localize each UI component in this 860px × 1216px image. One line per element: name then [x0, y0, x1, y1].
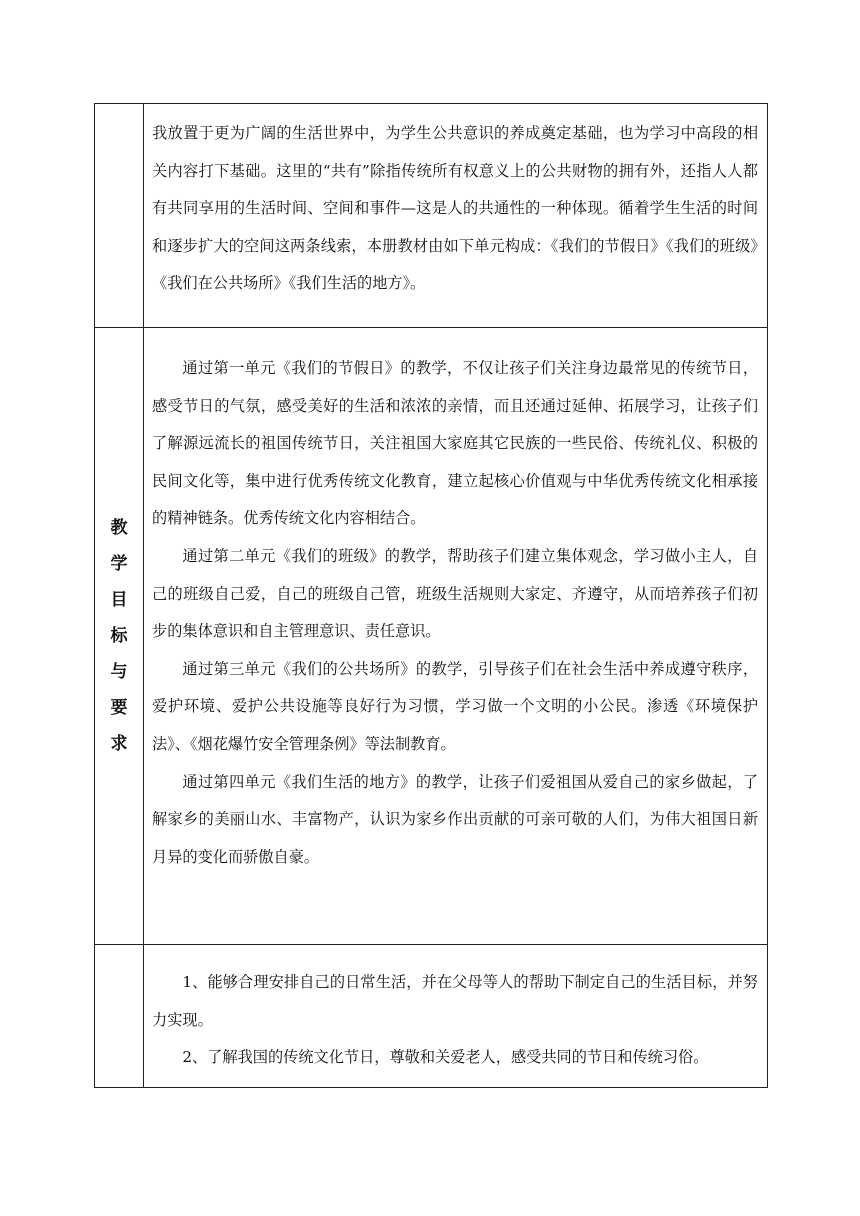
content-table: [94, 103, 768, 1088]
paragraph: 通过第四单元《我们生活的地方》的教学，让孩子们爱祖国从爱自己的家乡做起，了解家乡的美丽山水、丰富物产，认识为家乡作出贡献的可亲可敬的人们，为伟大祖国日新月异的变化而骄傲自豪。: [152, 772, 758, 866]
label-char: 学: [110, 554, 128, 574]
label-char: 教: [110, 518, 128, 538]
row-content-cell: [144, 945, 768, 1088]
table-row-requirements: [95, 945, 768, 1088]
label-char: 求: [110, 734, 128, 754]
paragraph: 通过第三单元《我们的公共场所》的教学，引导孩子们在社会生活中养成遵守秩序，爱护环境、爱护公共设施等良好行为习惯，学习做一个文明的小公民。渗透《环境保护法》、《烟花爆竹安全管理条例》等法制教育。: [152, 659, 758, 753]
paragraph: 通过第一单元《我们的节假日》的教学，不仅让孩子们关注身边最常见的传统节日，感受节日的气氛，感受美好的生活和浓浓的亲情，而且还通过延伸、拓展学习，让孩子们了解源远流长的祖国传统节日，关注祖国大家庭其它民族的一些民俗、传统礼仪、积极的民间文化等，集中进行优秀传统文化教育，建立起核心价值观与中华优秀传统文化相承接的精神链条。优秀传统文化内容相结合。: [152, 359, 758, 528]
row-label-cell: [95, 945, 144, 1088]
paragraph: 通过第二单元《我们的班级》的教学，帮助孩子们建立集体观念，学习做小主人，自己的班级自己爱，自己的班级自己管，班级生活规则大家定、齐遵守，从而培养孩子们初步的集体意识和自主管理意识、责任意识。: [152, 546, 758, 641]
paragraph: 2、了解我国的传统文化节日，尊敬和关爱老人，感受共同的节日和传统习俗。: [182, 1048, 709, 1067]
table-row-intro: [95, 104, 768, 328]
label-char: 目: [110, 590, 128, 610]
row-content-cell: [144, 104, 768, 328]
row-content-cell: [144, 328, 768, 945]
row-label-cell: [95, 328, 144, 945]
row-label-cell: [95, 104, 144, 328]
label-char: 与: [110, 662, 128, 682]
teaching-goals-label: [95, 510, 143, 762]
table-row-teaching-goals: [95, 328, 768, 945]
label-char: 要: [110, 698, 128, 718]
paragraph: 我放置于更为广阔的生活世界中，为学生公共意识的养成奠定基础，也为学习中高段的相关内容打下基础。这里的“共有”除指传统所有权意义上的公共财物的拥有外，还指人人都有共同享用的生活时间、空间和事件—这是人的共通性的一种体现。循着学生生活的时间和逐步扩大的空间这两条线索，本册教材由如下单元构成：《我们的节假日》《我们的班级》《我们在公共场所》《我们生活的地方》。: [152, 124, 758, 293]
label-char: 标: [110, 626, 128, 646]
paragraph: 1、能够合理安排自己的日常生活，并在父母等人的帮助下制定自己的生活目标，并努力实现。: [152, 973, 758, 1029]
